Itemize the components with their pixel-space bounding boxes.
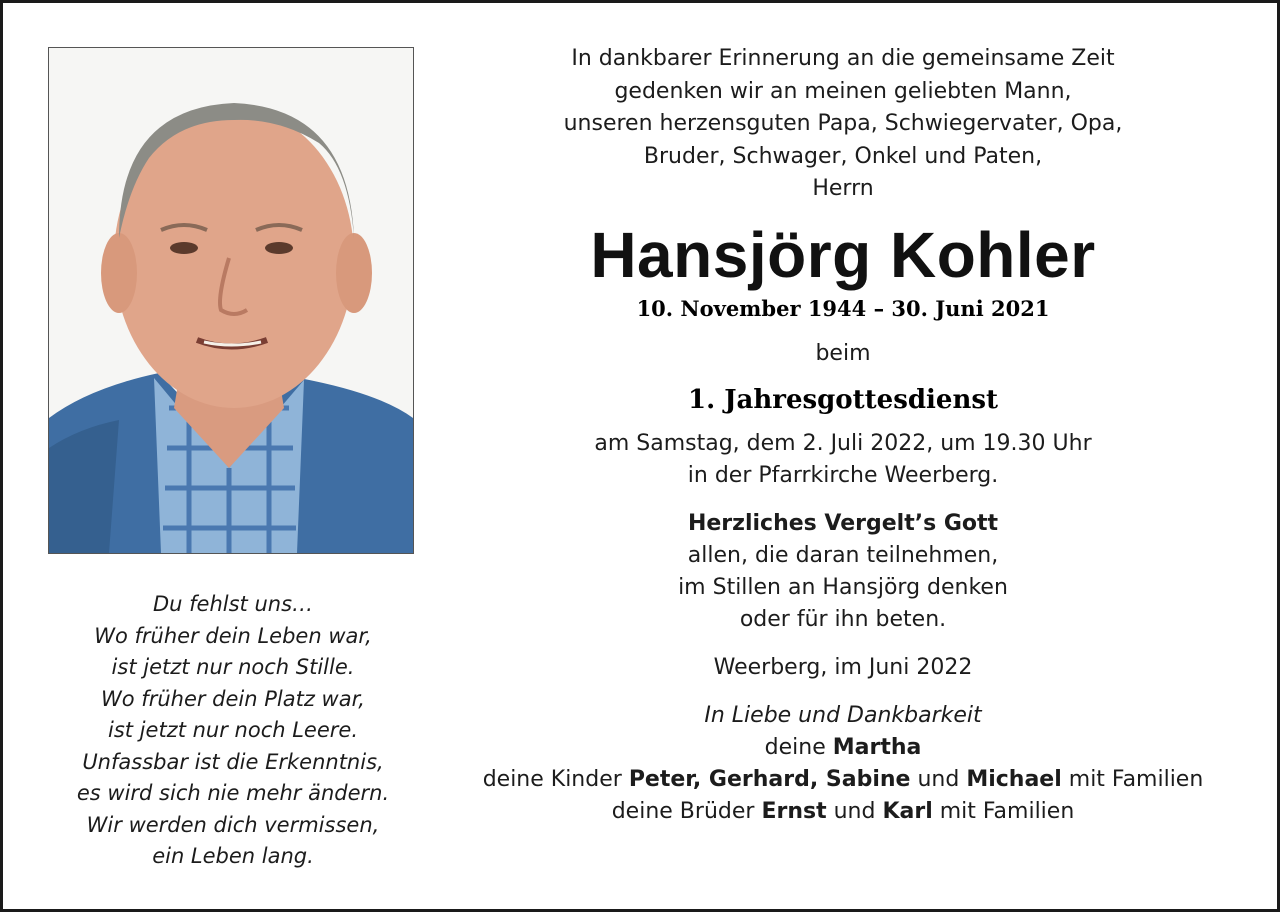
- service-date: am Samstag, dem 2. Juli 2022, um 19.30 Uhr: [594, 430, 1092, 456]
- children-names: Peter, Gerhard, Sabine: [628, 766, 911, 792]
- service-location: in der Pfarrkirche Weerberg.: [687, 462, 999, 488]
- poem-line: Wir werden dich vermissen,: [86, 812, 380, 837]
- thanks-line: allen, die daran teilnehmen,: [687, 542, 999, 568]
- family-brothers: [443, 796, 1243, 828]
- poem: [33, 589, 433, 873]
- intro-line: Herrn: [812, 176, 874, 201]
- service-details: [443, 428, 1243, 492]
- family-prefix: deine: [764, 734, 826, 760]
- family-suffix: mit Familien: [939, 798, 1075, 824]
- family-wife: [443, 732, 1243, 764]
- thanks-line: im Stillen an Hansjörg denken: [678, 574, 1008, 600]
- intro-line: gedenken wir an meinen geliebten Mann,: [614, 78, 1072, 104]
- intro-line: Bruder, Schwager, Onkel und Paten,: [643, 143, 1043, 169]
- poem-line: ein Leben lang.: [152, 844, 314, 868]
- service-title: 1. Jahresgottesdienst: [688, 384, 998, 415]
- wife-name: Martha: [832, 734, 922, 760]
- closing-phrase: In Liebe und Dankbarkeit: [704, 702, 982, 728]
- brother-name: Ernst: [761, 798, 827, 824]
- family-suffix: mit Familien: [1068, 766, 1204, 792]
- intro-line: In dankbarer Erinnerung an die gemeinsame Zeit: [571, 46, 1115, 71]
- place-date: Weerberg, im Juni 2022: [713, 654, 973, 680]
- poem-line: ist jetzt nur noch Leere.: [108, 718, 358, 742]
- poem-line: ist jetzt nur noch Stille.: [111, 655, 355, 679]
- portrait-illustration: [49, 48, 413, 553]
- intro-line: unseren herzensguten Papa, Schwiegervater, Opa,: [563, 111, 1123, 136]
- conjunction: und: [833, 798, 876, 824]
- deceased-name: Hansjörg Kohler: [590, 218, 1096, 291]
- thanks-block: [443, 508, 1243, 636]
- conjunction: und: [917, 766, 960, 792]
- family-prefix: deine Brüder: [611, 798, 755, 824]
- portrait-photo: [48, 47, 414, 554]
- intro: [443, 43, 1243, 206]
- thanks-heading: Herzliches Vergelt’s Gott: [687, 510, 999, 536]
- poem-line: Du fehlst uns…: [152, 592, 314, 616]
- child-name: Michael: [966, 766, 1062, 792]
- beim-text: beim: [815, 340, 871, 366]
- poem-line: Unfassbar ist die Erkenntnis,: [82, 749, 384, 774]
- family-prefix: deine Kinder: [482, 766, 622, 792]
- life-dates: 10. November 1944 – 30. Juni 2021: [636, 295, 1050, 321]
- poem-line: Wo früher dein Leben war,: [94, 623, 372, 648]
- signature-block: [443, 700, 1243, 828]
- poem-line: Wo früher dein Platz war,: [101, 686, 365, 711]
- announcement-text: [443, 43, 1243, 828]
- thanks-line: oder für ihn beten.: [739, 606, 947, 632]
- family-children: [443, 764, 1243, 796]
- brother-name: Karl: [882, 798, 933, 824]
- poem-line: es wird sich nie mehr ändern.: [76, 781, 390, 805]
